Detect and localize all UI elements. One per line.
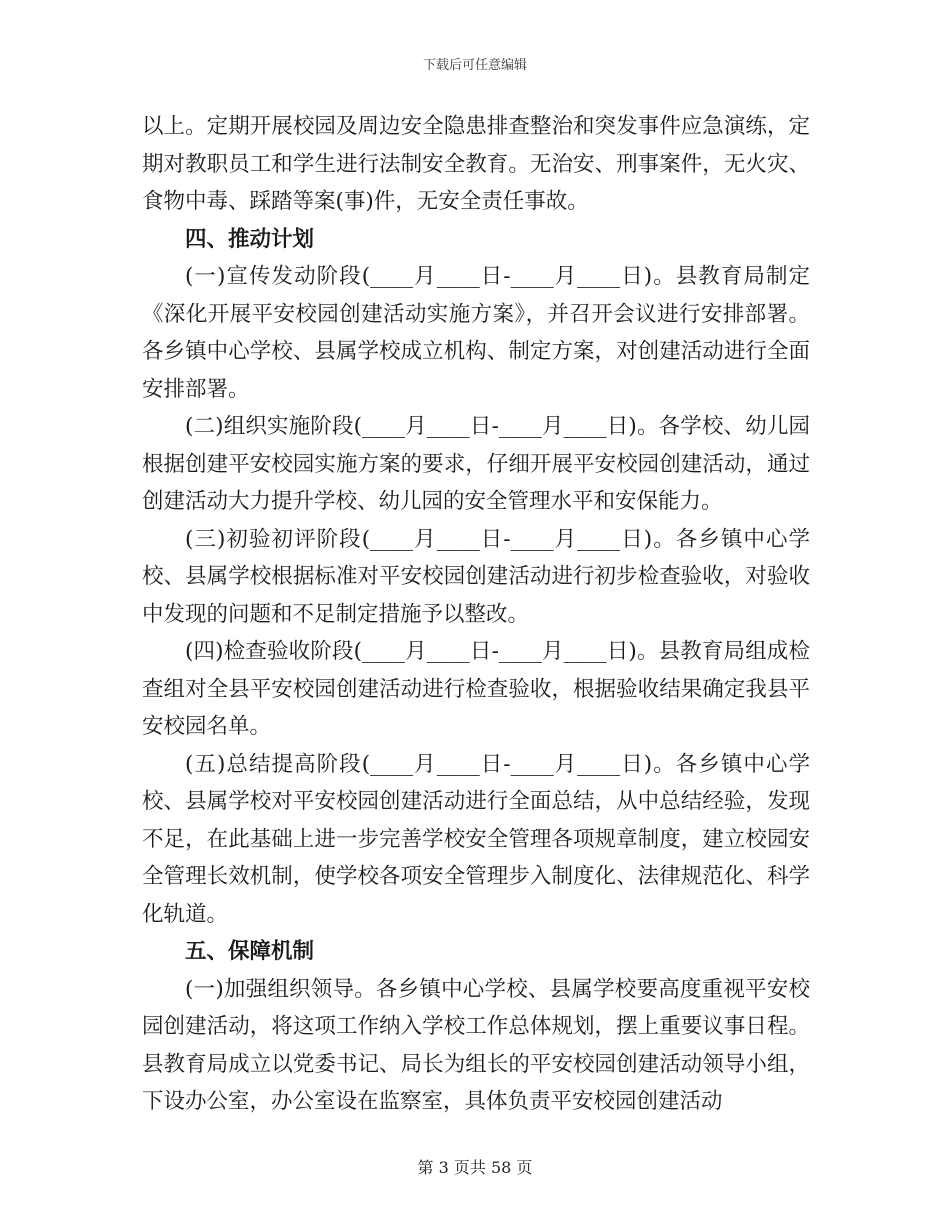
document-body [142, 108, 810, 1121]
section-heading-4: 四、推动计划 [185, 226, 315, 252]
page-header-note: 下载后可任意编辑 [422, 58, 527, 73]
page-number: 第 3 页共 58 页 [417, 1158, 533, 1177]
paragraph-stage-3: (三)初验初评阶段(____月____日-____月____日)。各乡镇中心学校、县属学校根据标准对平安校园创建活动进行初步检查验收，对验收中发现的问题和不足制定措施予以整改。 [142, 526, 810, 627]
section-heading-5: 五、保障机制 [185, 939, 315, 964]
paragraph-stage-5: (五)总结提高阶段(____月____日-____月____日)。各乡镇中心学校、县属学校对平安校园创建活动进行全面总结，从中总结经验，发现不足，在此基础上进一步完善学校安全管理各项规章制度，建立校园安全管理长效机制，使学校各项安全管理步入制度化、法律规范化、科学化轨道。 [142, 751, 810, 927]
paragraph-stage-2: (二)组织实施阶段(____月____日-____月____日)。各学校、幼儿园根据创建平安校园实施方案的要求，仔细开展平安校园创建活动，通过创建活动大力提升学校、幼儿园的安全管理水平和安保能力。 [142, 414, 810, 514]
paragraph-organization: (一)加强组织领导。各乡镇中心学校、县属学校要高度重视平安校园创建活动，将这项工作纳入学校工作总体规划，摆上重要议事日程。县教育局成立以党委书记、局长为组长的平安校园创建活动领导小组，下设办公室，办公室设在监察室，具体负责平安校园创建活动 [142, 976, 810, 1114]
paragraph-stage-4: (四)检查验收阶段(____月____日-____月____日)。县教育局组成检查组对全县平安校园创建活动进行检查验收，根据验收结果确定我县平安校园名单。 [142, 639, 810, 739]
paragraph-stage-1: (一)宣传发动阶段(____月____日-____月____日)。县教育局制定《深化开展平安校园创建活动实施方案》，并召开会议进行安排部署。各乡镇中心学校、县属学校成立机构、制定方案，对创建活动进行全面安排部署。 [142, 264, 810, 402]
paragraph-continuation: 以上。定期开展校园及周边安全隐患排查整治和突发事件应急演练，定期对教职员工和学生进行法制安全教育。无治安、刑事案件，无火灾、食物中毒、踩踏等案(事)件，无安全责任事故。 [142, 114, 810, 214]
